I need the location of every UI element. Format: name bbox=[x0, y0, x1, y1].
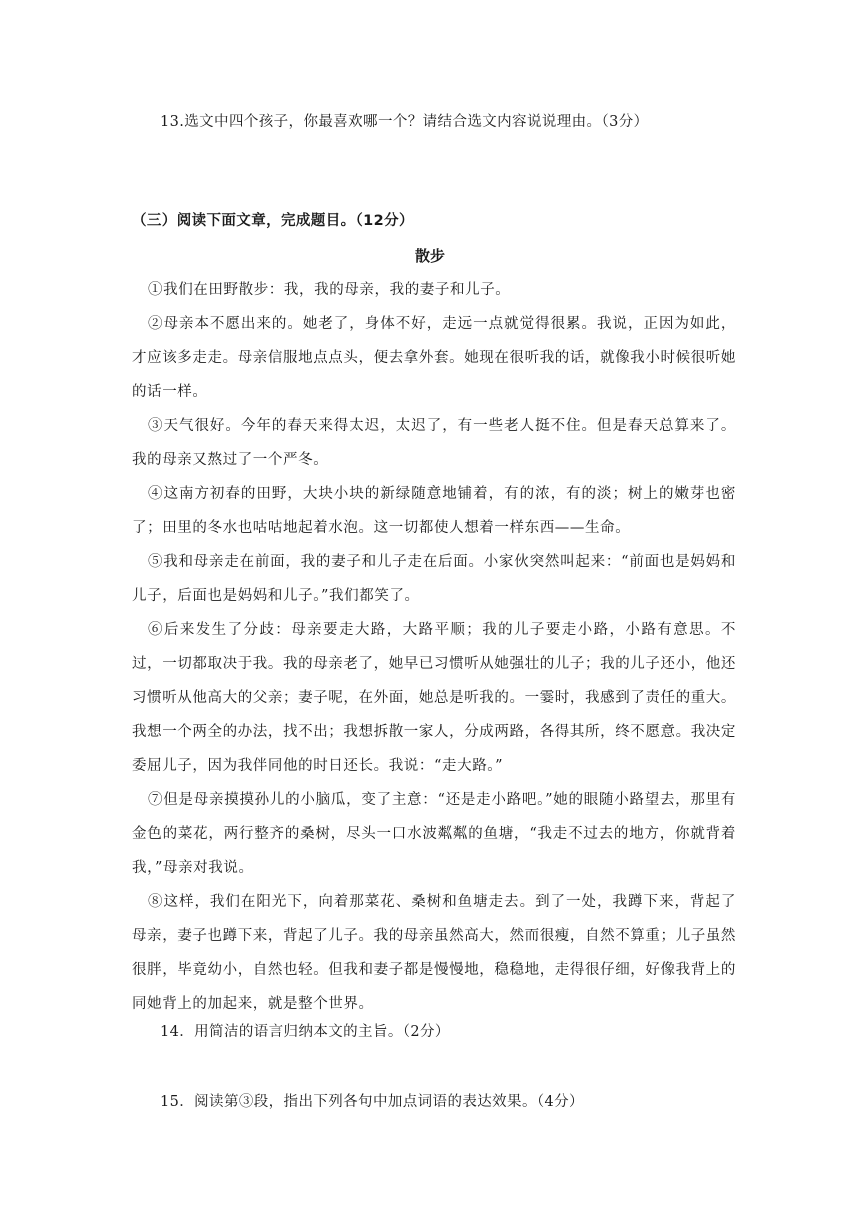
paragraph-6: ⑥后来发生了分歧：母亲要走大路，大路平顺；我的儿子要走小路，小路有意思。不过，一切都取决于我。我的母亲老了，她早已习惯听从她强壮的儿子；我的儿子还小，他还习惯听从他高大的父亲；妻子呢，在外面，她总是听我的。一霎时，我感到了责任的重大。我想一个两全的办法，找不出；我想拆散一家人，分成两路，各得其所，终不愿意。我决定委屈儿子，因为我伴同他的时日还长。我说：“走大路。” bbox=[132, 622, 736, 774]
paragraph-1: ①我们在田野散步：我，我的母亲，我的妻子和儿子。 bbox=[148, 282, 511, 298]
paragraph-2: ②母亲本不愿出来的。她老了，身体不好，走远一点就觉得很累。我说，正因为如此，才应该多走走。母亲信服地点点头，便去拿外套。她现在很听我的话，就像我小时候很听她的话一样。 bbox=[132, 316, 736, 400]
paragraph-8: ⑧这样，我们在阳光下，向着那菜花、桑树和鱼塘走去。到了一处，我蹲下来，背起了母亲，妻子也蹲下来，背起了儿子。我的母亲虽然高大，然而很瘦，自然不算重；儿子虽然很胖，毕竟幼小，自然也轻。但我和妻子都是慢慢地，稳稳地，走得很仔细，好像我背上的同她背上的加起来，就是整个世界。 bbox=[132, 894, 736, 1012]
section-heading: （三）阅读下面文章，完成题目。（12分） bbox=[132, 213, 414, 229]
article-title: 散步 bbox=[414, 247, 445, 265]
paragraph-7: ⑦但是母亲摸摸孙儿的小脑瓜，变了主意：“还是走小路吧。”她的眼随小路望去，那里有金色的菜花，两行整齐的桑树，尽头一口水波粼粼的鱼塘，“我走不过去的地方，你就背着我，”母亲对我说。 bbox=[132, 792, 736, 876]
question-15: 15．阅读第③段，指出下列各句中加点词语的表达效果。（4分） bbox=[160, 1094, 584, 1110]
question-14: 14．用简洁的语言归纳本文的主旨。（2分） bbox=[160, 1024, 450, 1040]
question-13: 13.选文中四个孩子，你最喜欢哪一个？请结合选文内容说说理由。（3分） bbox=[160, 114, 649, 130]
paragraph-3: ③天气很好。今年的春天来得太迟，太迟了，有一些老人挺不住。但是春天总算来了。我的母亲又熬过了一个严冬。 bbox=[132, 418, 736, 468]
paragraph-5: ⑤我和母亲走在前面，我的妻子和儿子走在后面。小家伙突然叫起来：“前面也是妈妈和儿子，后面也是妈妈和儿子。”我们都笑了。 bbox=[132, 554, 736, 604]
paragraph-4: ④这南方初春的田野，大块小块的新绿随意地铺着，有的浓，有的淡；树上的嫩芽也密了；田里的冬水也咕咕地起着水泡。这一切都使人想着一样东西——生命。 bbox=[132, 486, 736, 536]
